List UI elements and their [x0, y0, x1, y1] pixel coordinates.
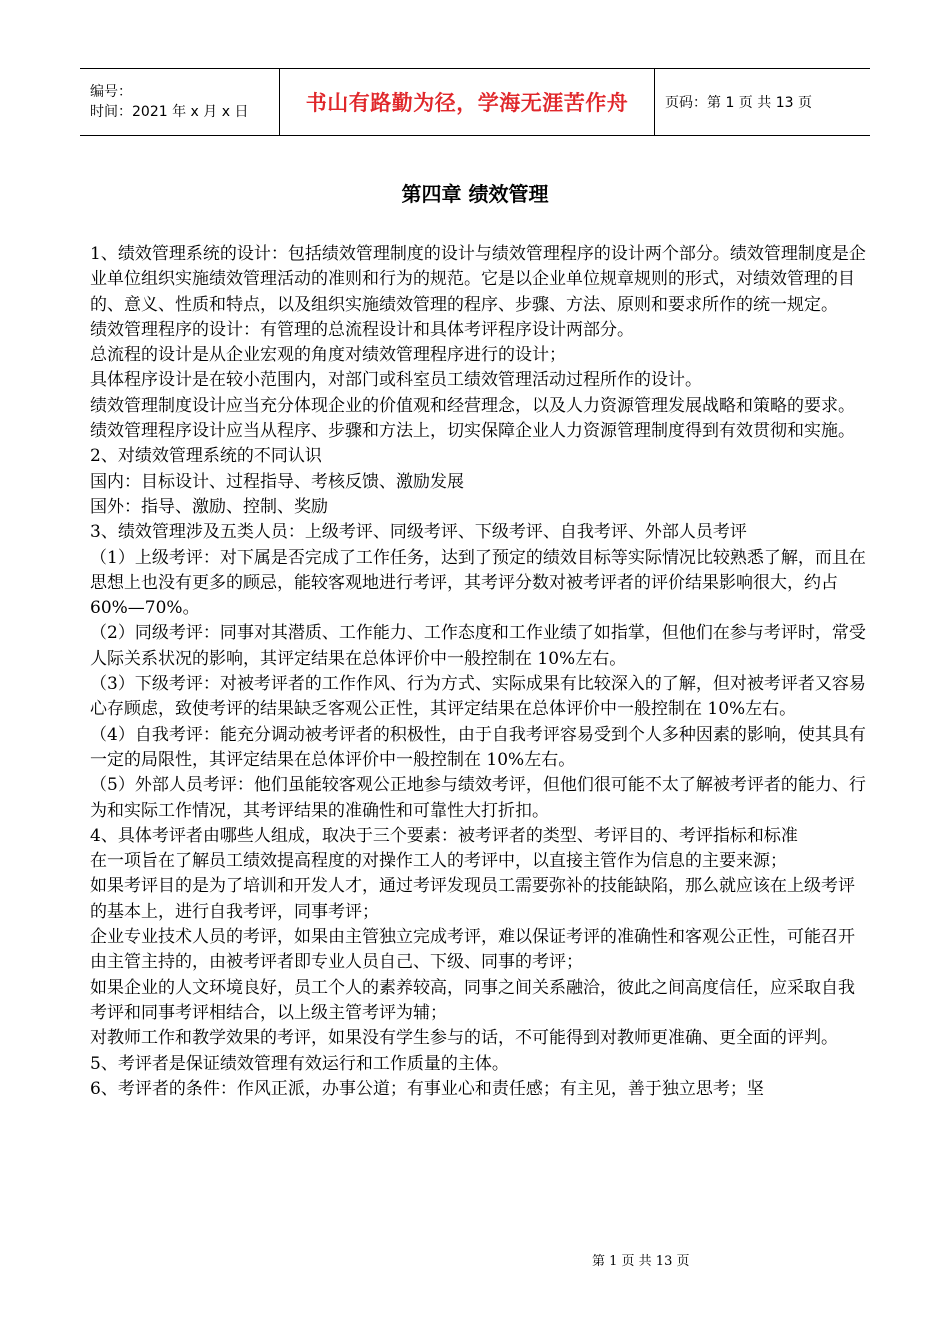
document-number-label: 编号：: [90, 84, 132, 100]
body-paragraph: 6、考评者的条件：作风正派，办事公道；有事业心和责任感；有主见，善于独立思考；坚: [90, 1078, 764, 1099]
body-paragraph: 国内：目标设计、过程指导、考核反馈、激励发展: [90, 471, 464, 492]
page-header: [80, 68, 870, 136]
body-paragraph: 绩效管理制度设计应当充分体现企业的价值观和经营理念，以及人力资源管理发展战略和策略的要求。: [90, 395, 855, 416]
body-paragraph: 绩效管理程序的设计：有管理的总流程设计和具体考评程序设计两部分。: [90, 319, 634, 340]
body-paragraph: （1）上级考评：对下属是否完成了工作任务，达到了预定的绩效目标等实际情况比较熟悉了解，而且在思想上也没有更多的顾忌，能较客观地进行考评，其考评分数对被考评者的评价结果影响很大，约占 60%—70%。: [90, 547, 866, 619]
body-paragraph: 对教师工作和教学效果的考评，如果没有学生参与的话，不可能得到对教师更准确、更全面的评判。: [90, 1028, 838, 1049]
body-paragraph: 如果考评目的是为了培训和开发人才，通过考评发现员工需要弥补的技能缺陷，那么就应该在上级考评的基本上，进行自我考评，同事考评；: [90, 876, 855, 922]
body-paragraph: 具体程序设计是在较小范围内，对部门或科室员工绩效管理活动过程所作的设计。: [90, 370, 702, 391]
body-paragraph: （4）自我考评：能充分调动被考评者的积极性，由于自我考评容易受到个人多种因素的影响，使其具有一定的局限性，其评定结果在总体评价中一般控制在 10%左右。: [90, 724, 866, 770]
page-footer: 第 1 页 共 13 页: [592, 1254, 690, 1269]
body-paragraph: 总流程的设计是从企业宏观的角度对绩效管理程序进行的设计；: [90, 345, 566, 366]
header-page-info: 页码：第 1 页 共 13 页: [665, 95, 812, 111]
body-paragraph: 3、绩效管理涉及五类人员：上级考评、同级考评、下级考评、自我考评、外部人员考评: [90, 522, 747, 543]
body-paragraph: 1、绩效管理系统的设计：包括绩效管理制度的设计与绩效管理程序的设计两个部分。绩效管理制度是企业单位组织实施绩效管理活动的准则和行为的规范。它是以企业单位规章规则的形式，对绩效管理的目的、意义、性质和特点，以及组织实施绩效管理的程序、步骤、方法、原则和要求所作的统一规定。: [90, 244, 866, 315]
body-paragraph: 在一项旨在了解员工绩效提高程度的对操作工人的考评中，以直接主管作为信息的主要来源；: [90, 851, 787, 872]
document-body: [90, 242, 870, 1102]
header-meta: [80, 69, 280, 135]
body-paragraph: 国外：指导、激励、控制、奖励: [90, 496, 328, 517]
header-page-info-cell: [655, 69, 870, 135]
body-paragraph: （2）同级考评：同事对其潜质、工作能力、工作态度和工作业绩了如指掌，但他们在参与考评时，常受人际关系状况的影响，其评定结果在总体评价中一般控制在 10%左右。: [90, 623, 866, 669]
body-paragraph: 2、对绩效管理系统的不同认识: [90, 446, 322, 467]
header-motto: 书山有路勤为径，学海无涯苦作舟: [305, 91, 629, 115]
body-paragraph: 绩效管理程序设计应当从程序、步骤和方法上，切实保障企业人力资源管理制度得到有效贯彻和实施。: [90, 421, 855, 442]
body-paragraph: 企业专业技术人员的考评，如果由主管独立完成考评，难以保证考评的准确性和客观公正性，可能召开由主管主持的，由被考评者即专业人员自己、下级、同事的考评；: [90, 927, 855, 973]
header-motto-cell: [280, 69, 655, 135]
body-paragraph: （3）下级考评：对被考评者的工作作风、行为方式、实际成果有比较深入的了解，但对被考评者又容易心存顾虑，致使考评的结果缺乏客观公正性，其评定结果在总体评价中一般控制在 10%左右。: [90, 674, 866, 720]
body-paragraph: 如果企业的人文环境良好，员工个人的素养较高，同事之间关系融洽，彼此之间高度信任，应采取自我考评和同事考评相结合，以上级主管考评为辅；: [90, 977, 855, 1023]
body-paragraph: 5、考评者是保证绩效管理有效运行和工作质量的主体。: [90, 1053, 509, 1074]
chapter-title: 第四章 绩效管理: [401, 182, 549, 206]
document-date: 时间：2021 年 x 月 x 日: [90, 104, 249, 120]
body-paragraph: （5）外部人员考评：他们虽能较客观公正地参与绩效考评，但他们很可能不太了解被考评者的能力、行为和实际工作情况，其考评结果的准确性和可靠性大打折扣。: [90, 775, 866, 821]
body-paragraph: 4、具体考评者由哪些人组成，取决于三个要素：被考评者的类型、考评目的、考评指标和标准: [90, 825, 798, 846]
